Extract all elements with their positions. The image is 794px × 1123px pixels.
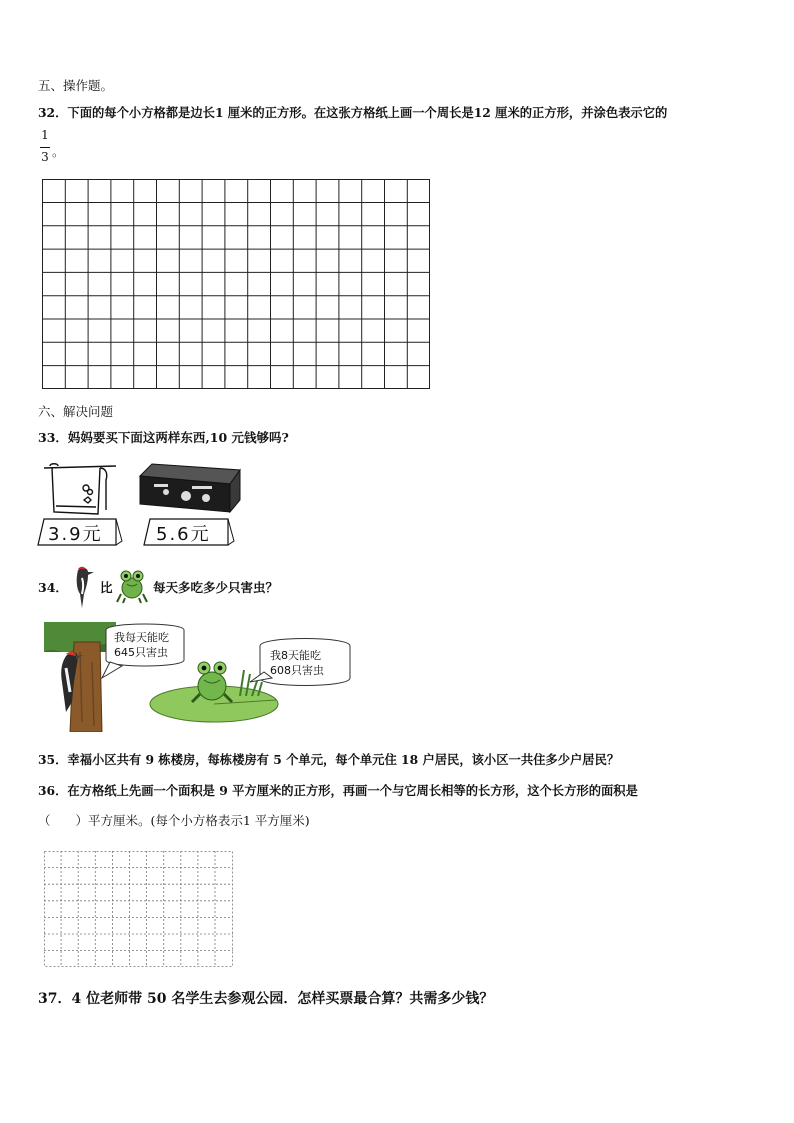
price-label-2: 5.6元: [156, 524, 211, 545]
question-36-text-line-2: （ ）平方厘米。(每个小方格表示1 平方厘米): [38, 813, 310, 828]
frog-icon: [115, 566, 149, 604]
fraction-numerator: 1: [41, 128, 49, 142]
section-5-title: 五、操作题。: [38, 78, 114, 93]
question-34-bi: 比: [100, 580, 113, 595]
toothpaste-box-illustration: [136, 462, 246, 516]
fraction-period: 。: [52, 144, 65, 159]
woodpecker-icon: [70, 564, 96, 610]
question-37-text: 37．4 位老师带 50 名学生去参观公园．怎样买票最合算？共需多少钱？: [38, 991, 494, 1007]
grid-paper-q32: [42, 179, 432, 391]
grid-paper-q36: [44, 851, 234, 969]
frog-bubble-line-2: 608只害虫: [270, 664, 324, 677]
fraction-denominator: 3: [41, 150, 49, 164]
frog-bubble-line-1: 我8天能吃: [270, 649, 321, 662]
towel-illustration: [40, 460, 120, 520]
question-36-text-line-1: 36．在方格纸上先画一个面积是 9 平方厘米的正方形，再画一个与它周长相等的长方形，这个长方形的面积是: [38, 783, 638, 798]
question-35-text: 35．幸福小区共有 9 栋楼房，每栋楼房有 5 个单元，每个单元住 18 户居民，该小区一共住多少户居民？: [38, 752, 620, 767]
question-34-text: 每天多吃多少只害虫？: [153, 580, 279, 595]
price-label-1: 3.9元: [48, 524, 103, 545]
fraction-bar: [40, 147, 50, 148]
woodpecker-bubble-line-1: 我每天能吃: [114, 631, 169, 644]
question-33-text: 33．妈妈要买下面这两样东西,10 元钱够吗?: [38, 430, 289, 445]
woodpecker-bubble-line-2: 645只害虫: [114, 646, 168, 659]
section-6-title: 六、解决问题: [38, 404, 114, 419]
question-34-number: 34．: [38, 580, 68, 595]
question-32-text: 32．下面的每个小方格都是边长1 厘米的正方形。在这张方格纸上画一个周长是12 厘米的正方形，并涂色表示它的: [38, 105, 668, 120]
